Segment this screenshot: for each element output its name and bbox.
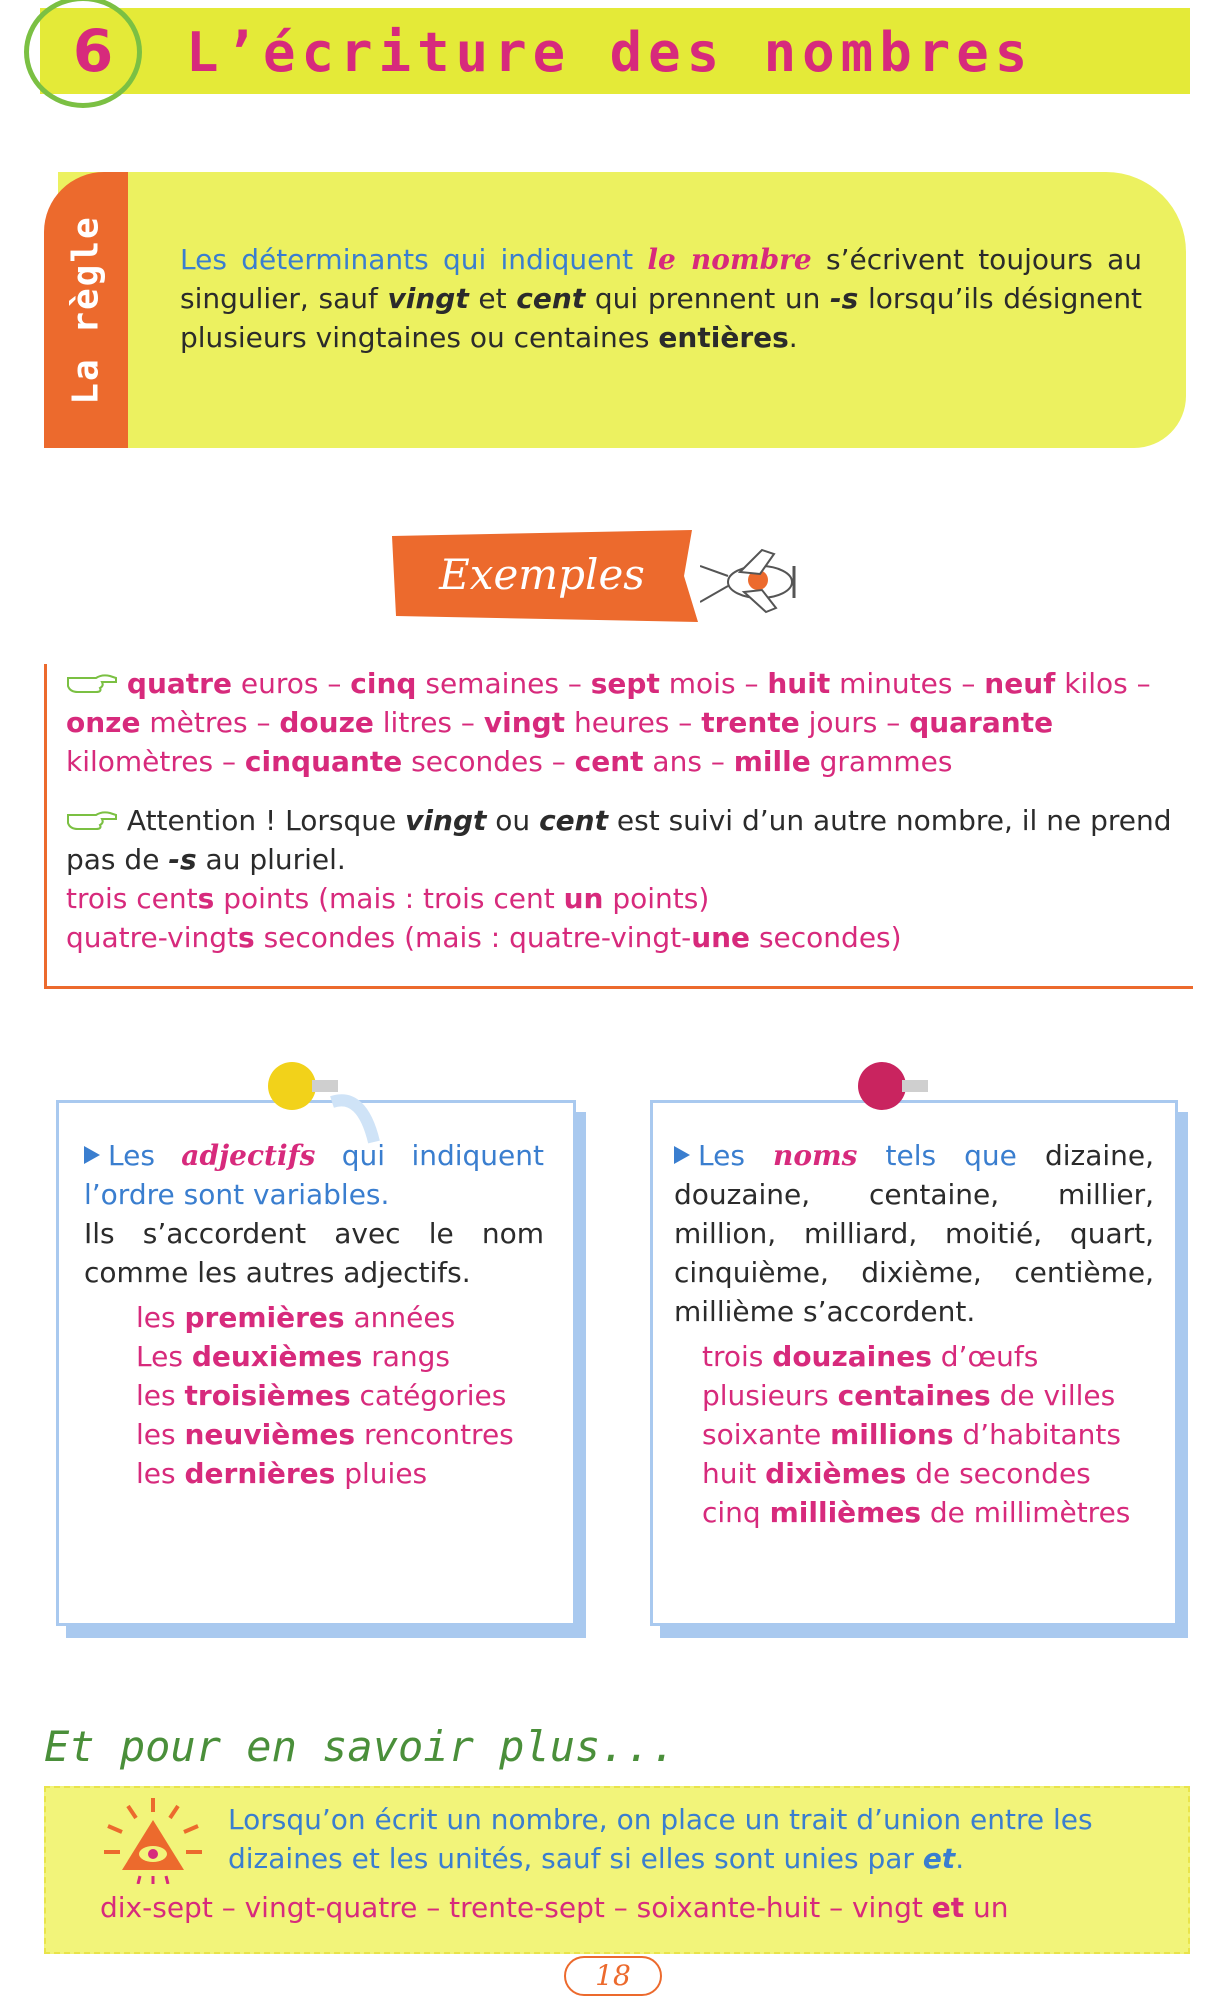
example-number: sept (590, 667, 660, 700)
pink-pin-icon (852, 1052, 952, 1132)
page-number: 18 (564, 1956, 662, 1996)
examples-banner-label: Exemples (439, 550, 645, 599)
card-left-text: Les adjectifs qui indiquent l’ordre sont variables. Ils s’accordent avec le nom comme les autres adjectifs. les premières années Les deuxièmes rangs les troisièmes catégories les neuvièmes rencontres les dernières pluies (84, 1136, 544, 1493)
list-item: plusieurs centaines de villes (702, 1379, 1116, 1412)
rule-text: Les déterminants qui indiquent le nombre s’écrivent toujours au singulier, sauf vingt et cent qui prennent un -s lorsqu’ils désignent plusieurs vingtaines ou centaines entières. (180, 243, 1143, 354)
eye-icon (98, 1796, 208, 1884)
separator: – (247, 706, 280, 739)
example-cents: trois cents points (mais : trois cent un points) (66, 882, 710, 915)
example-number: quatre (126, 667, 232, 700)
example-noun: minutes (830, 667, 953, 700)
card-right-text: Les noms tels que dizaine, douzaine, centaine, millier, million, milliard, moitié, quart, cinquième, dixième, centième, millième s’accordent. trois douzaines d’œufs plusieurs centaines de villes soixante millions d’habitants huit dixièmes de secondes cinq millièmes de millimètres (674, 1136, 1154, 1532)
list-item: les troisièmes catégories (136, 1379, 507, 1412)
chapter-number: 6 (72, 17, 114, 85)
pointing-hand-icon (66, 666, 118, 696)
example-noun: semaines (416, 667, 559, 700)
example-number: cent (574, 745, 644, 778)
page-title: L’écriture des nombres (186, 21, 1034, 84)
separator: – (701, 745, 734, 778)
list-item: cinq millièmes de millimètres (702, 1496, 1131, 1529)
separator: – (213, 745, 245, 778)
list-item: Les deuxièmes rangs (136, 1340, 450, 1373)
example-number: neuf (984, 667, 1056, 700)
example-noun: ans (643, 745, 702, 778)
example-noun: litres (373, 706, 453, 739)
list-item: les dernières pluies (136, 1457, 428, 1490)
list-item: trois douzaines d’œufs (702, 1340, 1039, 1373)
separator: – (558, 667, 591, 700)
example-noun: mois (659, 667, 736, 700)
example-number: quarante (909, 706, 1054, 739)
example-number: trente (701, 706, 800, 739)
separator: – (1127, 667, 1151, 700)
rule-tab-label: La règle (65, 215, 107, 405)
separator: – (542, 745, 575, 778)
separator: – (735, 667, 768, 700)
more-title: Et pour en savoir plus... (44, 1722, 677, 1771)
more-examples: dix-sept – vingt-quatre – trente-sept – soixante-huit – vingt et un (100, 1891, 1009, 1924)
example-number: cinq (350, 667, 417, 700)
number-examples (66, 664, 1182, 781)
airplane-icon (700, 546, 820, 616)
list-item: soixante millions d’habitants (702, 1418, 1121, 1451)
separator: – (452, 706, 484, 739)
list-item: huit dixièmes de secondes (702, 1457, 1091, 1490)
example-noun: mètres (140, 706, 248, 739)
example-number: cinquante (244, 745, 403, 778)
separator: – (952, 667, 985, 700)
example-noun: kilomètres (66, 745, 214, 778)
example-number: vingt (483, 706, 566, 739)
example-noun: grammes (810, 745, 953, 778)
example-noun: secondes (402, 745, 543, 778)
separator: – (877, 706, 910, 739)
example-number: onze (66, 706, 141, 739)
example-vingts: quatre-vingts secondes (mais : quatre-vingt-une secondes) (66, 921, 902, 954)
attention-note: Attention ! Lorsque vingt ou cent est suivi d’un autre nombre, il ne prend pas de -s au pluriel. (66, 804, 1172, 876)
separator: – (318, 667, 351, 700)
examples-section (66, 664, 1182, 957)
example-noun: heures (565, 706, 670, 739)
example-noun: euros (231, 667, 319, 700)
list-item: les premières années (136, 1301, 456, 1334)
example-noun: jours (799, 706, 878, 739)
example-noun: kilos (1055, 667, 1128, 700)
example-number: douze (279, 706, 374, 739)
example-number: huit (767, 667, 831, 700)
separator: – (669, 706, 702, 739)
example-number: mille (733, 745, 811, 778)
pointing-hand-icon (66, 803, 118, 833)
list-item: les neuvièmes rencontres (136, 1418, 514, 1451)
more-text: Lorsqu’on écrit un nombre, on place un trait d’union entre les dizaines et les unités, sauf si elles sont unies par et. (228, 1803, 1093, 1875)
